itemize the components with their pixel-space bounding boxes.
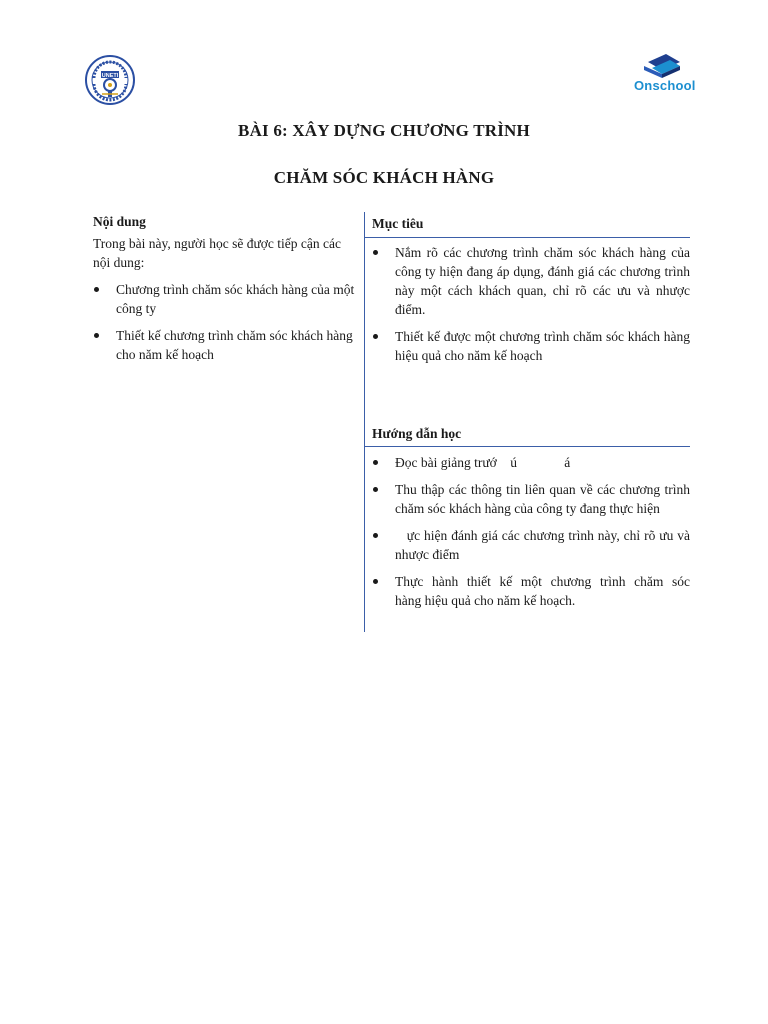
objectives-list xyxy=(372,243,690,365)
bullet-icon xyxy=(94,287,99,292)
bullet-icon xyxy=(373,250,378,255)
bullet-icon xyxy=(373,533,378,538)
content-section xyxy=(93,212,357,372)
page-title: BÀI 6: XÂY DỰNG CHƯƠNG TRÌNH xyxy=(238,121,530,140)
page-subtitle: CHĂM SÓC KHÁCH HÀNG xyxy=(273,168,495,187)
study-guide-list xyxy=(372,453,728,610)
brand-name: Onschool xyxy=(634,78,696,93)
list-item: Đọc bài giảng trướ ú á xyxy=(372,453,690,472)
list-item: Thiết kế chương trình chăm sóc khách hàng cho năm kế hoạch xyxy=(93,326,357,364)
bullet-icon xyxy=(94,333,99,338)
svg-text:UNETI: UNETI xyxy=(101,73,119,79)
objectives-heading: Mục tiêu xyxy=(372,216,424,231)
study-guide-section xyxy=(372,424,728,618)
content-heading: Nội dung xyxy=(93,214,146,229)
bullet-icon xyxy=(373,487,378,492)
university-seal-logo xyxy=(84,54,136,106)
objectives-section xyxy=(372,214,690,373)
bullet-icon xyxy=(373,460,378,465)
list-item: Thiết kế được một chương trình chăm sóc khách hàng hiệu quả cho năm kế hoạch xyxy=(372,327,690,365)
study-guide-heading: Hướng dẫn học xyxy=(372,426,462,441)
list-item: Chương trình chăm sóc khách hàng của một công ty xyxy=(93,280,357,318)
bullet-icon xyxy=(373,579,378,584)
bullet-icon xyxy=(373,334,378,339)
column-divider xyxy=(364,212,365,632)
list-item: Thực hành thiết kế một chương trình chăm sóc hàng hiệu quả cho năm kế hoạch. xyxy=(372,572,690,610)
content-intro: Trong bài này, người học sẽ được tiếp cận các nội dung: xyxy=(93,236,341,270)
content-list xyxy=(93,280,357,364)
list-item: Nắm rõ các chương trình chăm sóc khách hàng của công ty hiện đang áp dụng, đánh giá các chương trình này một cách khách quan, chỉ rõ các ưu và nhược điểm. xyxy=(372,243,690,319)
list-item: Thu thập các thông tin liên quan về các chương trình chăm sóc khách hàng của công ty đang thực hiện xyxy=(372,480,690,518)
list-item: ực hiện đánh giá các chương trình này, chỉ rõ ưu và nhược điểm xyxy=(372,526,690,564)
